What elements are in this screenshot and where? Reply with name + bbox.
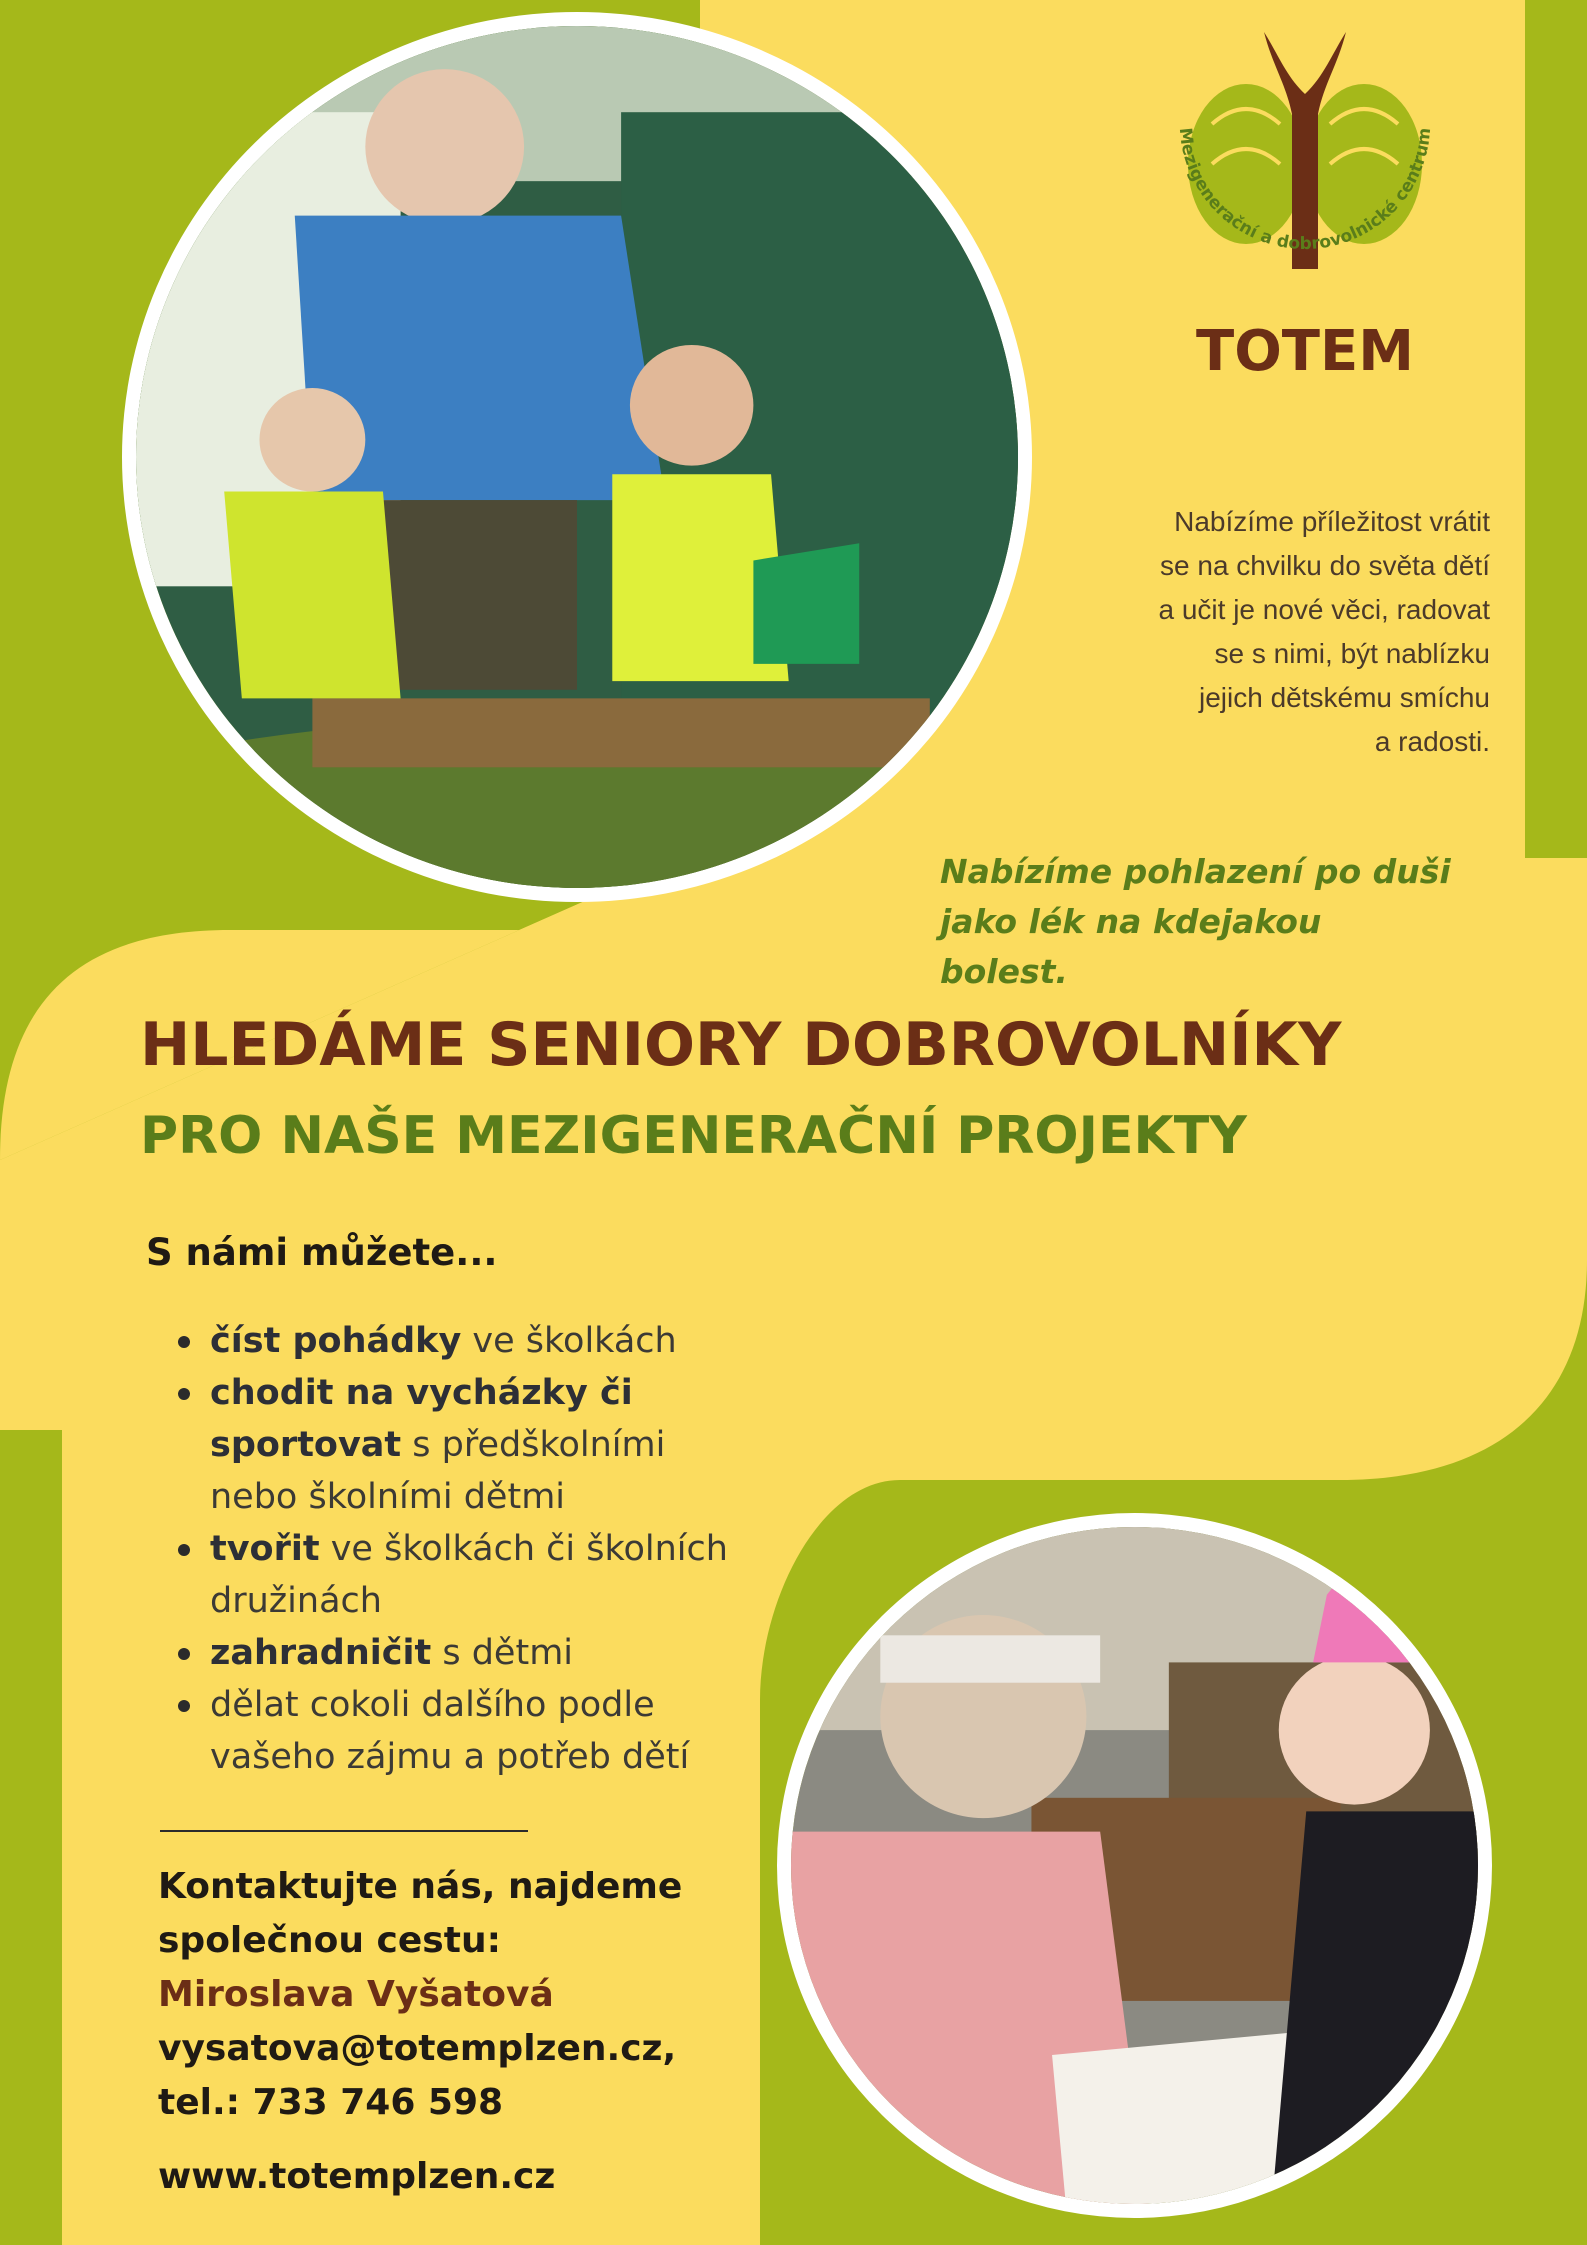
contact-person: Miroslava Vyšatová	[158, 1974, 554, 2015]
photo-crafting	[777, 1513, 1492, 2218]
website-link[interactable]: www.totemplzen.cz	[158, 2156, 556, 2197]
green-band-right	[1525, 0, 1587, 858]
list-item-text: ve školkách	[461, 1321, 677, 1361]
contact-line: společnou cestu:	[158, 1920, 501, 1961]
intro-line: Nabízíme příležitost vrátit	[1174, 506, 1490, 537]
intro-line: se na chvilku do světa dětí	[1160, 550, 1490, 581]
lead-text: S námi můžete...	[146, 1231, 498, 1274]
list-item-bold: chodit na vycházky či sportovat	[210, 1373, 633, 1465]
list-item-bold: číst pohádky	[210, 1321, 462, 1361]
contact-block	[158, 1860, 778, 2204]
contact-phone[interactable]: tel.: 733 746 598	[158, 2082, 504, 2123]
list-item-bold: zahradničit	[210, 1633, 432, 1673]
list-item	[160, 1679, 760, 1783]
list-item	[160, 1315, 760, 1367]
totem-logo	[1152, 24, 1458, 384]
list-item-text: ve školkách či školních družinách	[210, 1529, 728, 1621]
intro-paragraph	[1060, 500, 1490, 764]
headline: HLEDÁME SENIORY DOBROVOLNÍKY	[140, 1010, 1342, 1080]
motto-line: jako lék na kdejakou bolest.	[940, 902, 1322, 991]
activity-list	[160, 1315, 760, 1783]
list-item-bold: tvořit	[210, 1529, 320, 1569]
divider	[160, 1830, 528, 1832]
subheadline: PRO NAŠE MEZIGENERAČNÍ PROJEKTY	[140, 1106, 1247, 1166]
green-band-bottom	[0, 1430, 62, 2245]
logo-arc-text: Mezigenerační a dobrovolnické centrum	[1174, 126, 1436, 255]
contact-email-link[interactable]: vysatova@totemplzen.cz,	[158, 2028, 677, 2069]
list-item-text: dělat cokoli dalšího podle vašeho zájmu a potřeb dětí	[210, 1685, 690, 1777]
motto-line: Nabízíme pohlazení po duši	[940, 852, 1451, 891]
contact-line: Kontaktujte nás, najdeme	[158, 1866, 683, 1907]
intro-line: a radosti.	[1374, 726, 1490, 757]
list-item	[160, 1627, 760, 1679]
list-item-text: s dětmi	[431, 1633, 574, 1673]
intro-line: jejich dětskému smíchu	[1198, 682, 1490, 713]
intro-line: se s nimi, být nablízku	[1214, 638, 1490, 669]
list-item	[160, 1523, 760, 1627]
list-item	[160, 1367, 760, 1523]
motto	[940, 847, 1460, 997]
list-item-text: s předškolními nebo školními dětmi	[210, 1425, 666, 1517]
intro-line: a učit je nové věci, radovat	[1158, 594, 1490, 625]
photo-gardening	[122, 12, 1032, 902]
logo-name: TOTEM	[1196, 319, 1414, 384]
